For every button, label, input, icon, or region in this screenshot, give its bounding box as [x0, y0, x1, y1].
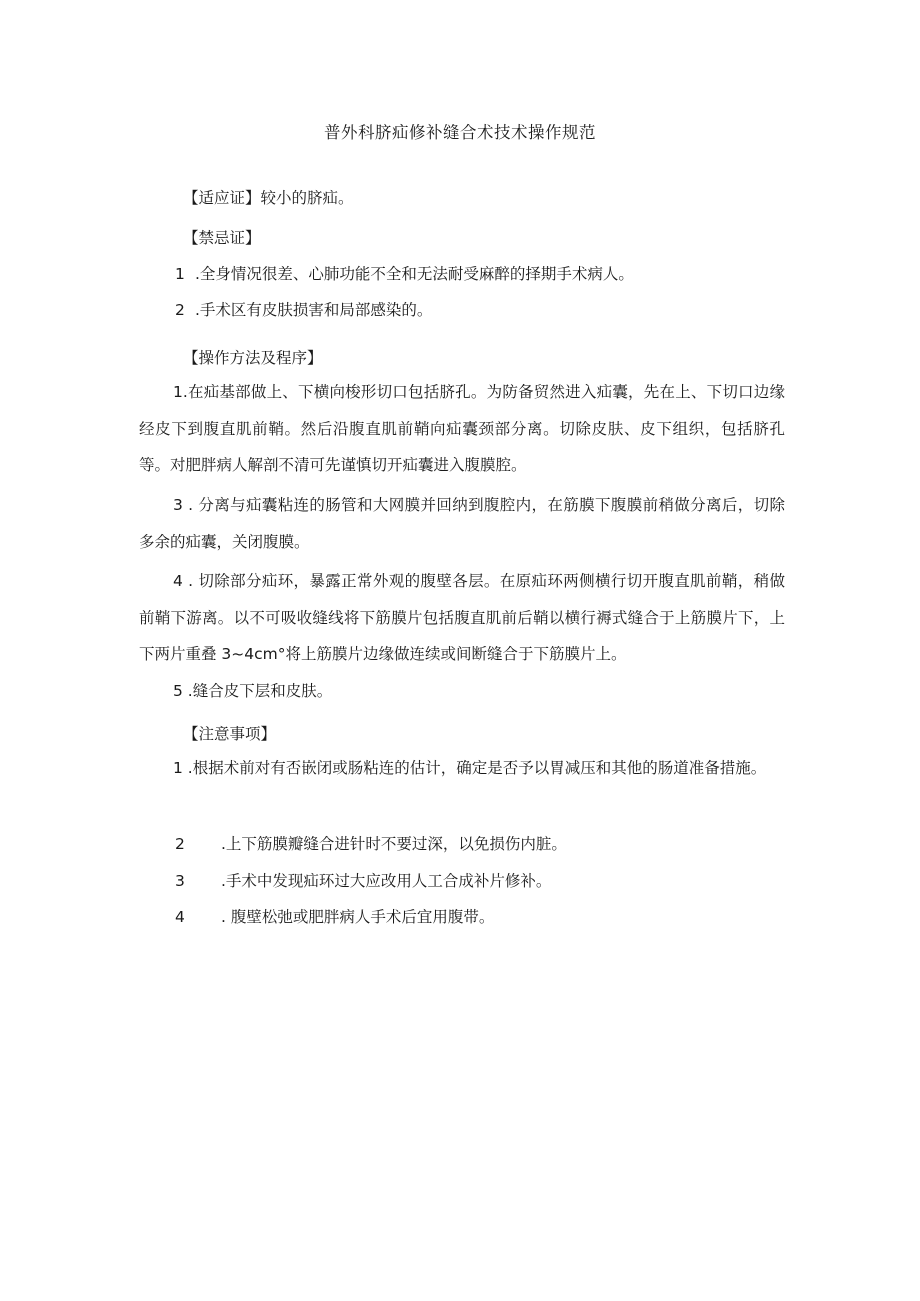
item-text: .全身情况很差、心肺功能不全和无法耐受麻醉的择期手术病人。: [195, 265, 634, 283]
note-item: [139, 832, 821, 854]
item-number: 4: [175, 908, 185, 926]
notes-heading: 【注意事项】: [183, 725, 277, 743]
contraindications-heading: 【禁忌证】: [183, 229, 261, 247]
page-title: 普外科脐疝修补缝合术技术操作规范: [324, 123, 596, 142]
contraindication-item: [139, 262, 821, 284]
procedure-heading: 【操作方法及程序】: [183, 349, 323, 367]
procedure-step: 1.在疝基部做上、下横向梭形切口包括脐孔。为防备贸然进入疝囊，先在上、下切口边缘经皮下到腹直肌前鞘。然后沿腹直肌前鞘向疝囊颈部分离。切除皮肤、皮下组织，包括脐孔等。对肥胖病人解剖不清可先谨慎切开疝囊进入腹膜腔。: [139, 383, 785, 474]
indications-label: 【适应证】: [183, 189, 261, 207]
procedure-step: 3 . 分离与疝囊粘连的肠管和大网膜并回纳到腹腔内，在筋膜下腹膜前稍做分离后，切除多余的疝囊，关闭腹膜。: [139, 496, 785, 551]
item-number: 2: [175, 835, 185, 853]
contraindication-item: [139, 298, 821, 320]
indications-text: 较小的脐疝。: [260, 189, 354, 207]
note-item: [139, 905, 821, 927]
note-item: [139, 869, 821, 891]
procedure-step: 5 .缝合皮下层和皮肤。: [173, 682, 333, 700]
note-item: 1 .根据术前对有否嵌闭或肠粘连的估计，确定是否予以胃减压和其他的肠道准备措施。: [173, 759, 767, 777]
item-number: 2: [175, 301, 185, 319]
item-text: .手术区有皮肤损害和局部感染的。: [195, 301, 433, 319]
procedure-step: 4 . 切除部分疝环，暴露正常外观的腹壁各层。在原疝环两侧横行切开腹直肌前鞘，稍做前鞘下游离。以不可吸收缝线将下筋膜片包括腹直肌前后鞘以横行褥式缝合于上筋膜片下，上下两片重叠 3~4cm°将上筋膜片边缘做连续或间断缝合于下筋膜片上。: [139, 572, 785, 663]
item-number: 1: [175, 265, 185, 283]
item-text: . 腹壁松弛或肥胖病人手术后宜用腹带。: [221, 908, 495, 926]
item-text: .上下筋膜瓣缝合进针时不要过深，以免损伤内脏。: [221, 835, 567, 853]
item-text: .手术中发现疝环过大应改用人工合成补片修补。: [221, 872, 552, 890]
indications-line: [139, 186, 829, 208]
item-number: 3: [175, 872, 185, 890]
